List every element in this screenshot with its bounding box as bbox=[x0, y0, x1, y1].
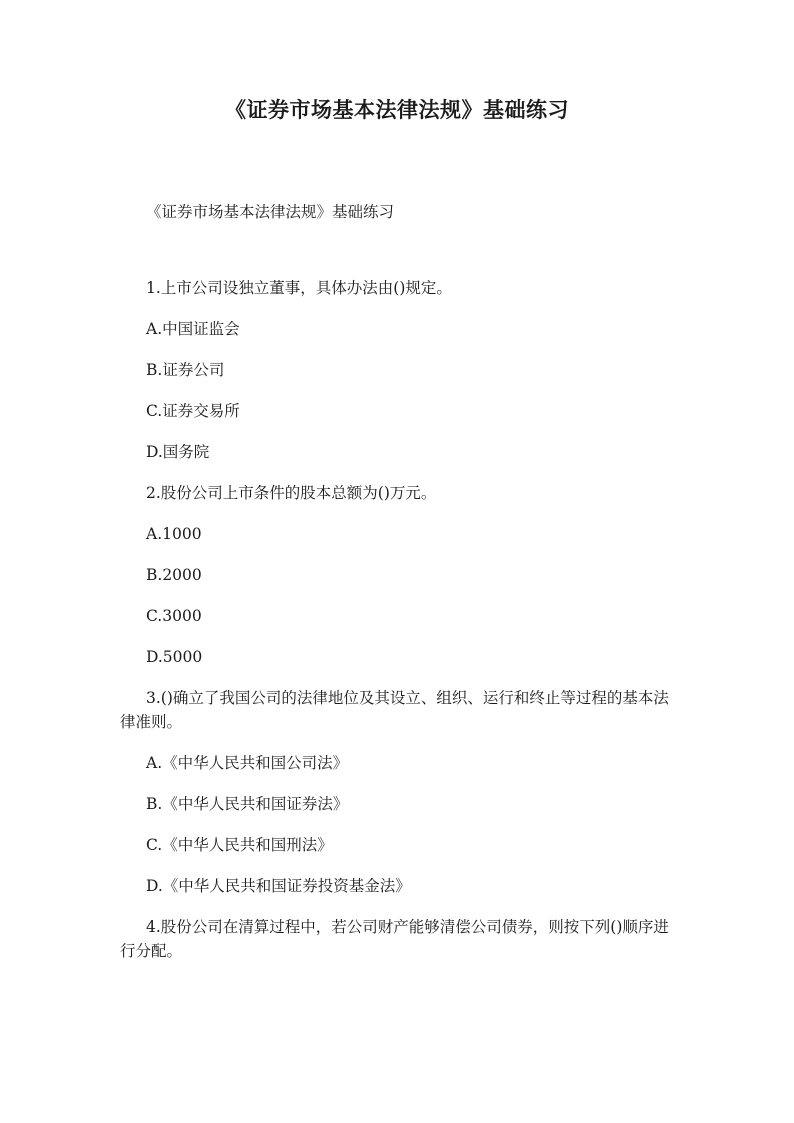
question-block bbox=[120, 276, 680, 464]
answer-option: A.《中华人民共和国公司法》 bbox=[146, 754, 349, 772]
answer-option: D.5000 bbox=[146, 648, 203, 666]
answer-option: B.2000 bbox=[146, 566, 202, 584]
question-text: 4.股份公司在清算过程中，若公司财产能够清偿公司债券，则按下列()顺序进行分配。 bbox=[120, 918, 669, 960]
answer-option: A.1000 bbox=[146, 525, 202, 543]
answer-option: D.国务院 bbox=[146, 443, 210, 461]
answer-option: B.《中华人民共和国证券法》 bbox=[146, 795, 349, 813]
answer-option: D.《中华人民共和国证券投资基金法》 bbox=[146, 877, 411, 895]
answer-option: B.证券公司 bbox=[146, 361, 225, 379]
question-list bbox=[120, 276, 680, 980]
question-text: 3.()确立了我国公司的法律地位及其设立、组织、运行和终止等过程的基本法律准则。 bbox=[120, 689, 669, 731]
question-block bbox=[120, 915, 680, 963]
answer-option: C.3000 bbox=[146, 607, 202, 625]
document-title: 《证券市场基本法律法规》基础练习 bbox=[225, 97, 569, 122]
answer-option: C.《中华人民共和国刑法》 bbox=[146, 836, 333, 854]
answer-option: A.中国证监会 bbox=[146, 320, 240, 338]
answer-option: C.证券交易所 bbox=[146, 402, 240, 420]
question-text: 1.上市公司设独立董事，具体办法由()规定。 bbox=[146, 279, 452, 297]
question-text: 2.股份公司上市条件的股本总额为()万元。 bbox=[146, 484, 437, 502]
question-block bbox=[120, 686, 680, 898]
document-subtitle: 《证券市场基本法律法规》基础练习 bbox=[146, 203, 395, 221]
question-block bbox=[120, 481, 680, 669]
